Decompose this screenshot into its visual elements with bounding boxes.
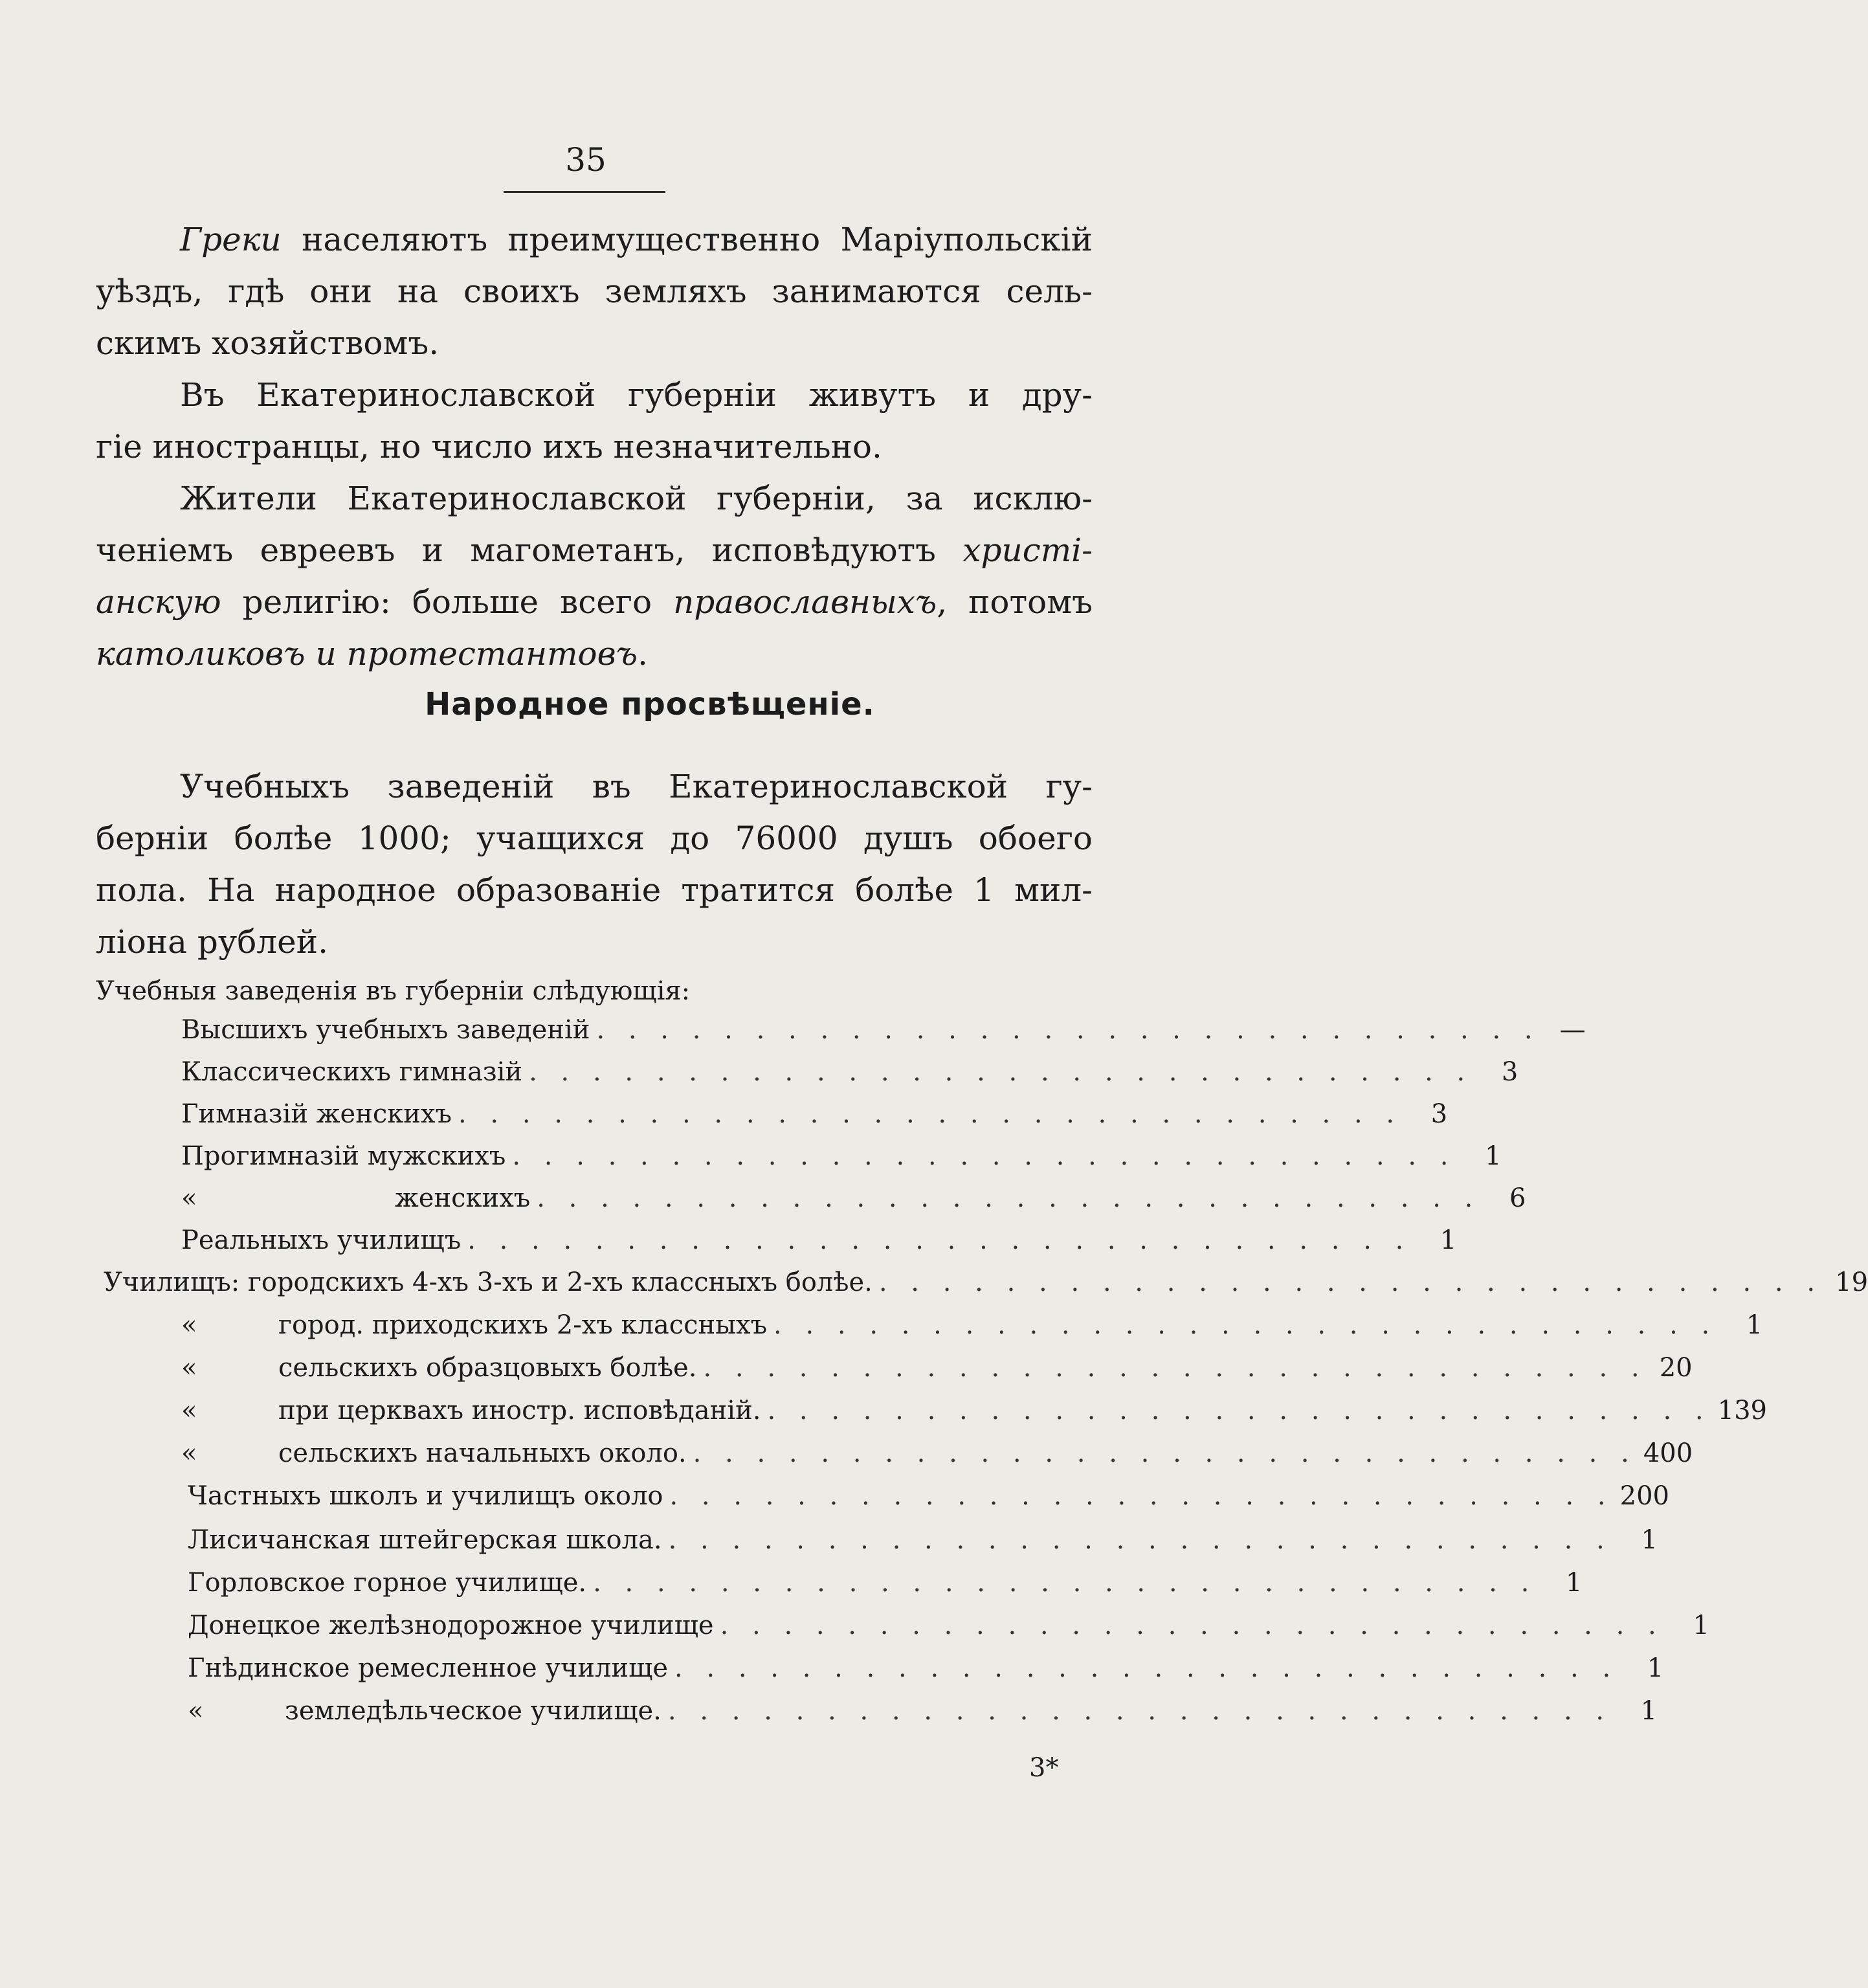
text-line <box>96 812 1093 864</box>
italic-text: православныхъ <box>673 583 937 621</box>
leader-dots: . . . . . . . . . . . . . . . . . . . . . . . . . . . . . . <box>512 1141 1456 1171</box>
list-item <box>181 1225 1457 1268</box>
leader-dots: . . . . . . . . . . . . . . . . . . . . . . . . . . . . . . <box>767 1396 1711 1425</box>
list-item-label <box>181 1396 761 1425</box>
list-item-label <box>188 1611 714 1640</box>
ditto-mark: « <box>181 1353 197 1383</box>
list-item <box>181 1015 1586 1058</box>
list-item-label <box>181 1225 461 1255</box>
ditto-mark: « <box>181 1438 197 1468</box>
leader-dots: . . . . . . . . . . . . . . . . . . . . . . . . . . . . . . <box>458 1099 1403 1129</box>
list-item-text: при церквахъ иностр. исповѣданій. <box>278 1396 761 1425</box>
list-item <box>181 1310 1763 1353</box>
leader-dots: . . . . . . . . . . . . . . . . . . . . . . . . . . . . . . <box>537 1183 1481 1213</box>
list-item-label <box>181 1438 687 1468</box>
list-item-label <box>181 1015 590 1045</box>
leader-dots: . . . . . . . . . . . . . . . . . . . . . . . . . . . . . . <box>596 1015 1540 1045</box>
leader-dots: . . . . . . . . . . . . . . . . . . . . . . . . . . . . . . <box>773 1310 1718 1340</box>
list-item-text: Лисичанская штейгерская школа. <box>188 1525 662 1555</box>
list-item-text: Частныхъ школъ и училищъ около <box>188 1481 663 1511</box>
paragraph-religion <box>96 473 1093 680</box>
text-line <box>96 916 1093 968</box>
list-item <box>181 1057 1518 1100</box>
text-line <box>96 421 1093 473</box>
text-line <box>96 369 1093 421</box>
list-item-label <box>181 1353 696 1383</box>
text-run: уѣздъ, гдѣ они на своихъ земляхъ занимаются сель- <box>96 273 1093 310</box>
text-run: ченіемъ евреевъ и магометанъ, исповѣдуютъ <box>96 531 963 569</box>
list-item-text: сельскихъ начальныхъ около. <box>278 1438 687 1468</box>
italic-text: христі- <box>962 531 1093 569</box>
list-item-value: 1 <box>1640 1696 1658 1726</box>
list-item-value: 400 <box>1643 1438 1693 1468</box>
list-item-value: 1 <box>1641 1525 1658 1555</box>
list-item-text: Гнѣдинское ремесленное училище <box>188 1653 668 1683</box>
list-item-text: женскихъ <box>395 1183 531 1213</box>
list-item-text: Высшихъ учебныхъ заведеній <box>181 1015 590 1045</box>
list-item-label <box>104 1268 873 1297</box>
page-number: 35 <box>565 141 606 179</box>
list-item-text: Реальныхъ училищъ <box>181 1225 461 1255</box>
signature-mark: 3* <box>1029 1753 1059 1783</box>
list-item-value: 1 <box>1565 1568 1583 1598</box>
text-run: Жители Екатеринославской губерніи, за исклю- <box>180 480 1093 517</box>
list-item-value: — <box>1559 1015 1586 1045</box>
list-item <box>181 1396 1767 1438</box>
list-item-text: Гимназій женскихъ <box>181 1099 452 1129</box>
list-item <box>188 1481 1669 1524</box>
ditto-mark: « <box>181 1310 197 1340</box>
list-item-value: 1 <box>1647 1653 1664 1683</box>
list-item <box>181 1438 1693 1481</box>
list-item-label <box>188 1653 668 1683</box>
leader-dots: . . . . . . . . . . . . . . . . . . . . . . . . . . . . . . <box>674 1653 1619 1683</box>
text-run: скимъ хозяйствомъ. <box>96 324 439 362</box>
list-item-value: 200 <box>1619 1481 1669 1511</box>
italic-text: анскую <box>96 583 221 621</box>
page-number-rule <box>504 191 665 193</box>
text-line <box>96 576 1093 628</box>
text-run: населяютъ преимущественно Маріупольскій <box>281 221 1093 258</box>
section-heading: Народное просвѣщеніе. <box>425 686 875 722</box>
italic-text: католиковъ и протестантовъ <box>96 635 638 673</box>
list-item-value: 20 <box>1659 1353 1693 1383</box>
list-item-value: 3 <box>1501 1057 1518 1087</box>
leader-dots: . . . . . . . . . . . . . . . . . . . . . . . . . . . . . . <box>703 1353 1647 1383</box>
paragraph-education <box>96 761 1093 968</box>
list-item <box>181 1353 1693 1396</box>
italic-text: Греки <box>180 221 282 258</box>
leader-dots: . . . . . . . . . . . . . . . . . . . . . . . . . . . . . . <box>668 1525 1612 1555</box>
list-item-text: Классическихъ гимназій <box>181 1057 523 1087</box>
list-item <box>104 1268 1868 1310</box>
text-run: берніи болѣе 1000; учащихся до 76000 душъ обоего <box>96 820 1093 857</box>
text-run: религію: больше всего <box>221 583 674 621</box>
list-item <box>181 1099 1448 1142</box>
paragraph-foreigners <box>96 369 1093 473</box>
leader-dots: . . . . . . . . . . . . . . . . . . . . . . . . . . . . . . <box>467 1225 1412 1255</box>
text-line <box>96 214 1093 265</box>
leader-dots: . . . . . . . . . . . . . . . . . . . . . . . . . . . . . . <box>593 1568 1537 1598</box>
list-item-label <box>181 1057 522 1087</box>
text-line <box>96 628 1093 680</box>
list-item-text: Горловское горное училище. <box>188 1568 587 1598</box>
text-run: . <box>638 635 648 673</box>
list-item-value: 3 <box>1430 1099 1448 1129</box>
paragraph-greeks <box>96 214 1093 369</box>
text-run: ліона рублей. <box>96 923 328 961</box>
text-run: , потомъ <box>937 583 1093 621</box>
list-item <box>188 1611 1709 1653</box>
list-item <box>188 1568 1583 1611</box>
list-item-text: сельскихъ образцовыхъ болѣе. <box>278 1353 697 1383</box>
list-item-label <box>181 1141 506 1171</box>
list-item-value: 6 <box>1509 1183 1526 1213</box>
leader-dots: . . . . . . . . . . . . . . . . . . . . . . . . . . . . . . <box>720 1611 1664 1640</box>
list-item-value: 1 <box>1746 1310 1763 1340</box>
ditto-mark: « <box>181 1396 197 1425</box>
text-line <box>96 524 1093 576</box>
list-item-label <box>181 1099 452 1129</box>
leader-dots: . . . . . . . . . . . . . . . . . . . . . . . . . . . . . . <box>529 1057 1473 1087</box>
list-item-value: 1 <box>1693 1611 1709 1640</box>
list-item-text: земледѣльческое училище. <box>285 1696 662 1726</box>
ditto-mark: « <box>188 1696 204 1726</box>
list-item-value: 139 <box>1717 1396 1767 1425</box>
list-item-label <box>188 1481 663 1511</box>
text-line <box>96 265 1093 317</box>
list-item-label <box>188 1568 586 1598</box>
list-intro: Учебныя заведенія въ губерніи слѣдующія: <box>96 976 691 1006</box>
list-item-label <box>188 1696 662 1726</box>
list-item <box>188 1653 1664 1696</box>
list-item-label <box>188 1525 662 1555</box>
list-item-label <box>181 1310 767 1340</box>
text-run: Учебныхъ заведеній въ Екатеринославской гу- <box>180 768 1093 805</box>
text-line <box>96 473 1093 524</box>
text-line <box>96 317 1093 369</box>
list-item <box>188 1525 1658 1568</box>
list-item-text: город. приходскихъ 2-хъ классныхъ <box>278 1310 768 1340</box>
text-line <box>96 864 1093 916</box>
list-item-value: 1 <box>1440 1225 1457 1255</box>
list-item-text: Донецкое желѣзнодорожное училище <box>188 1611 714 1640</box>
leader-dots: . . . . . . . . . . . . . . . . . . . . . . . . . . . . . . <box>693 1438 1637 1468</box>
leader-dots: . . . . . . . . . . . . . . . . . . . . . . . . . . . . . . <box>667 1696 1612 1726</box>
ditto-mark: « <box>181 1183 197 1213</box>
list-item-text: Прогимназій мужскихъ <box>181 1141 506 1171</box>
list-item-value: 19 <box>1835 1268 1868 1297</box>
list-item-value: 1 <box>1485 1141 1502 1171</box>
list-item-label <box>181 1183 530 1213</box>
text-line <box>96 761 1093 812</box>
leader-dots: . . . . . . . . . . . . . . . . . . . . . . . . . . . . . . <box>669 1481 1614 1511</box>
text-run: пола. На народное образованіе тратится болѣе 1 мил- <box>96 871 1093 909</box>
list-item <box>181 1183 1526 1226</box>
list-item <box>181 1141 1502 1184</box>
list-item <box>188 1696 1658 1739</box>
list-item-text: Училищъ: городскихъ 4-хъ 3-хъ и 2-хъ классныхъ болѣе. <box>104 1268 873 1297</box>
leader-dots: . . . . . . . . . . . . . . . . . . . . . . . . . . . . . . <box>878 1268 1823 1297</box>
text-run: гіе иностранцы, но число ихъ незначительно. <box>96 428 882 465</box>
text-run: Въ Екатеринославской губерніи живутъ и дру- <box>180 376 1093 414</box>
